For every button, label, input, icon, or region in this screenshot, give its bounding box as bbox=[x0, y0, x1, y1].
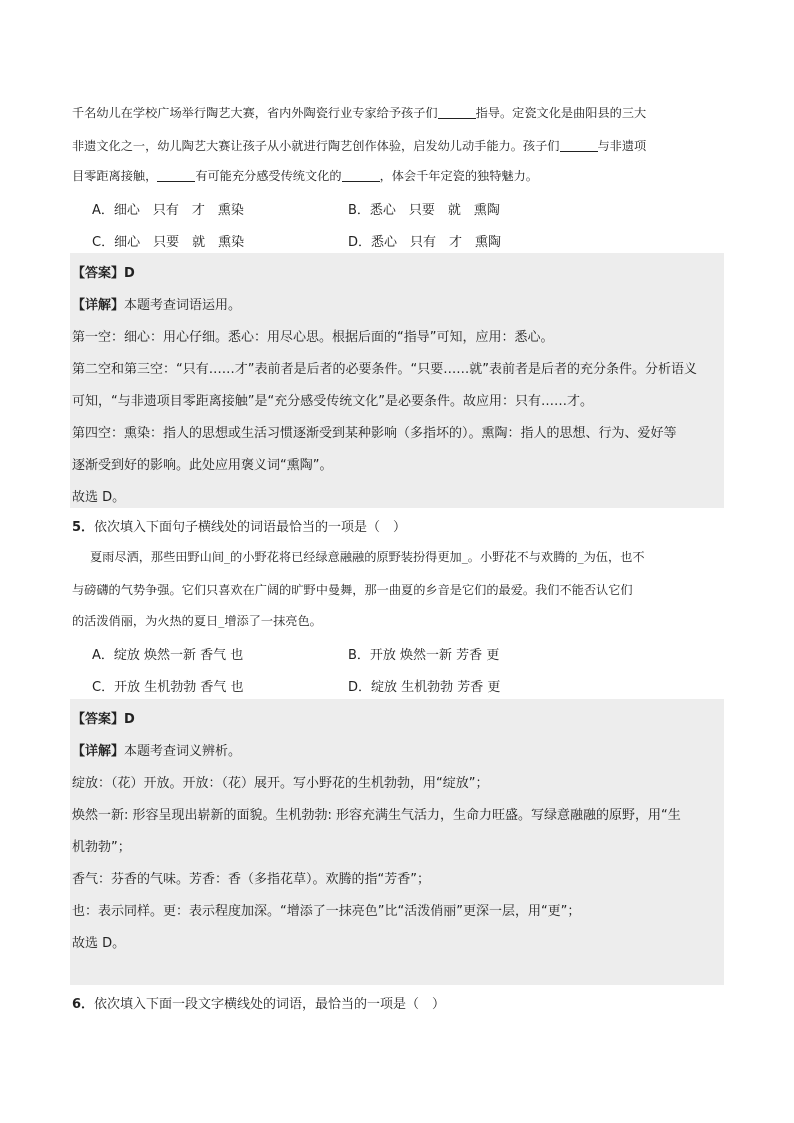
q4-detail-line-3: 第二空和第三空：“只有……才”表前者是后者的必要条件。“只要……就”表前者是后者的充分条件。分析语义 bbox=[72, 362, 697, 377]
blank bbox=[560, 139, 598, 152]
option-a[interactable]: A．绽放 焕然一新 香气 也 bbox=[92, 648, 244, 663]
blank bbox=[342, 169, 380, 182]
q5-options-row-1 bbox=[92, 644, 500, 663]
q4-passage-line-3: 目零距离接触， 有可能充分感受传统文化的 ，体会千年定瓷的独特魅力。 bbox=[72, 169, 538, 183]
blank bbox=[157, 169, 195, 182]
option-a[interactable]: A．细心 只有 才 熏染 bbox=[92, 203, 244, 218]
q5-detail-line-6: 也：表示同样。更：表示程度加深。“增添了一抹亮色”比“活泼俏丽”更深一层，用“更”； bbox=[72, 904, 581, 919]
blank bbox=[438, 106, 476, 119]
q5-detail-line-3: 焕然一新: 形容呈现出崭新的面貌。生机勃勃: 形容充满生气活力，生命力旺盛。写绿意融融的原野，用“生 bbox=[72, 808, 681, 823]
q5-passage-line-1: 夏雨尽洒，那些田野山间_的小野花将已经绿意融融的原野装扮得更加_。小野花不与欢腾的_为伍，也不 bbox=[90, 550, 645, 564]
q4-options-row-1 bbox=[92, 199, 500, 218]
option-c[interactable]: C．细心 只要 就 熏染 bbox=[92, 235, 245, 250]
option-d[interactable]: D．悉心 只有 才 熏陶 bbox=[348, 235, 502, 250]
option-b[interactable]: B．开放 焕然一新 芳香 更 bbox=[348, 648, 500, 663]
q5-detail-line-1: 【详解】本题考查词义辨析。 bbox=[72, 744, 242, 759]
q5-stem: 5．依次填入下面句子横线处的词语最恰当的一项是（ ） bbox=[72, 520, 407, 535]
q6-stem: 6．依次填入下面一段文字横线处的词语，最恰当的一项是（ ） bbox=[72, 997, 446, 1012]
q5-detail-line-7: 故选 D。 bbox=[72, 936, 126, 951]
option-c[interactable]: C．开放 生机勃勃 香气 也 bbox=[92, 680, 244, 695]
q4-detail-line-6: 逐渐受到好的影响。此处应用褒义词“熏陶”。 bbox=[72, 458, 333, 473]
q5-answer: 【答案】D bbox=[72, 712, 135, 727]
q4-detail-line-7: 故选 D。 bbox=[72, 490, 126, 505]
q4-detail-line-2: 第一空：细心：用心仔细。悉心：用尽心思。根据后面的“指导”可知，应用：悉心。 bbox=[72, 330, 554, 345]
q4-answer: 【答案】D bbox=[72, 266, 135, 281]
q5-passage-line-2: 与磅礴的气势争强。它们只喜欢在广阔的旷野中曼舞，那一曲夏的乡音是它们的最爱。我们不能否认它们 bbox=[72, 583, 633, 597]
q4-detail-line-1: 【详解】本题考查词语运用。 bbox=[72, 298, 242, 313]
q5-options-row-2 bbox=[92, 676, 501, 695]
q5-passage-line-3: 的活泼俏丽，为火热的夏日_增添了一抹亮色。 bbox=[72, 614, 322, 628]
q4-detail-line-4: 可知，“与非遗项目零距离接触”是“充分感受传统文化”是必要条件。故应用：只有……才。 bbox=[72, 394, 593, 409]
q4-passage-line-1: 千名幼儿在学校广场举行陶艺大赛，省内外陶瓷行业专家给予孩子们 指导。定瓷文化是曲阳县的三大 bbox=[72, 106, 647, 120]
option-d[interactable]: D．绽放 生机勃勃 芳香 更 bbox=[348, 680, 501, 695]
q4-passage-line-2: 非遗文化之一，幼儿陶艺大赛让孩子从小就进行陶艺创作体验，启发幼儿动手能力。孩子们 与非遗项 bbox=[72, 139, 647, 153]
q4-options-row-2 bbox=[92, 231, 502, 250]
q5-detail-line-5: 香气：芬香的气味。芳香：香（多指花草）。欢腾的指“芳香”； bbox=[72, 872, 430, 887]
q5-detail-line-4: 机勃勃”； bbox=[72, 840, 131, 855]
option-b[interactable]: B．悉心 只要 就 熏陶 bbox=[348, 203, 500, 218]
q5-detail-line-2: 绽放：（花）开放。开放：（花）展开。写小野花的生机勃勃，用“绽放”； bbox=[72, 776, 489, 791]
q4-detail-line-5: 第四空：熏染：指人的思想或生活习惯逐渐受到某种影响（多指坏的）。熏陶：指人的思想、行为、爱好等 bbox=[72, 426, 677, 441]
